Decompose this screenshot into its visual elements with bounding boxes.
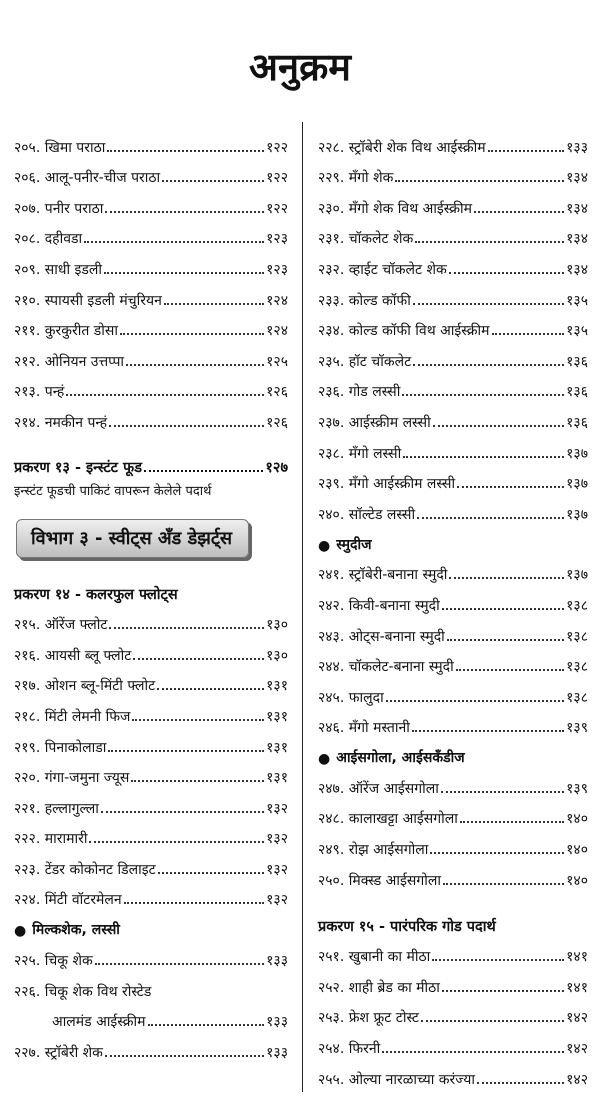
toc-entry (318, 279, 588, 310)
entry-page-number: १३७ (566, 567, 588, 584)
entry-page-number: १४१ (566, 949, 588, 966)
dot-leader (449, 272, 564, 274)
dot-leader (104, 272, 264, 274)
entry-label: २२२. मारामारी (14, 831, 88, 848)
subsection-heading (318, 737, 588, 767)
entry-label: २३९. मँगो आईस्क्रीम लस्सी (318, 476, 456, 493)
entry-page-number: १३१ (266, 708, 288, 725)
dot-leader (457, 486, 564, 488)
entry-label: २०५. खिमा पराठा (14, 139, 106, 156)
entry-page-number: १३७ (566, 445, 588, 462)
entry-page-number: १३४ (566, 261, 588, 278)
dot-leader (89, 841, 264, 843)
spacer (318, 890, 588, 904)
entry-label: २३७. आईस्क्रीम लस्सी (318, 414, 431, 431)
entry-page-number: १३१ (266, 678, 288, 695)
toc-entry (318, 463, 588, 494)
toc-entry (14, 848, 288, 879)
toc-entry (14, 218, 288, 249)
entry-page-number: १३८ (566, 597, 588, 614)
entry-label: २५४. फिरनी (318, 1041, 381, 1058)
toc-entry (318, 584, 588, 615)
entry-page-number: १३३ (266, 953, 288, 970)
entry-label: २२९. मँगो शेक (318, 170, 394, 187)
toc-entry (14, 310, 288, 341)
bullet-icon: ● (14, 923, 27, 940)
entry-label: २५०. मिक्स्ड आईसगोला (318, 872, 441, 889)
subsection-heading (14, 909, 288, 939)
entry-label: २१७. ओशन ब्लू-मिंटी फ्लोट (14, 678, 156, 695)
toc-entry (14, 970, 288, 1001)
entry-page-number: १३० (266, 647, 288, 664)
entry-label: २१८. मिंटी लेमनी फिज (14, 708, 131, 725)
entry-page-number: १४२ (566, 1041, 588, 1058)
entry-label: २३६. गोड लस्सी (318, 384, 401, 401)
dot-leader (415, 241, 564, 243)
toc-entry (14, 340, 288, 371)
entry-page-number: १३४ (566, 200, 588, 217)
subsection-heading (318, 524, 588, 554)
dot-leader (162, 180, 264, 182)
entry-label: २३५. हॉट चॉकलेट (318, 353, 412, 370)
toc-entry (14, 665, 288, 696)
dot-leader (120, 333, 264, 335)
entry-label: २१०. स्पायसी इडली मंचुरियन (14, 292, 162, 309)
entry-label: आलमंड आईस्क्रीम (52, 1014, 146, 1031)
entry-label: २३४. कोल्ड कॉफी विथ आईस्क्रीम (318, 323, 490, 340)
dot-leader (66, 394, 264, 396)
dot-leader (105, 211, 264, 213)
toc-entry (14, 1031, 288, 1062)
subsection-label: आईसगोला, आईसकँडीज (336, 750, 465, 767)
dot-leader (108, 750, 264, 752)
entry-label: २३१. चॉकलेट शेक (318, 231, 414, 248)
entry-page-number: १३६ (566, 384, 588, 401)
section-banner-wrap (14, 499, 288, 572)
toc-entry (318, 432, 588, 463)
dot-leader (492, 333, 565, 335)
dot-leader (132, 719, 264, 721)
dot-leader (447, 639, 564, 641)
dot-leader (386, 700, 564, 702)
entry-label: २०९. साधी इडली (14, 261, 102, 278)
entry-label: २४४. चॉकलेट-बनाना स्मुदी (318, 659, 454, 676)
entry-page-number: १३३ (266, 1044, 288, 1061)
toc-entry (318, 966, 588, 997)
toc-entry (14, 695, 288, 726)
entry-label: २१५. ऑरेंज फ्लोट (14, 617, 108, 634)
bullet-icon: ● (318, 537, 331, 554)
toc-entry (318, 126, 588, 157)
toc-entry (318, 646, 588, 677)
entry-label: २३३. कोल्ड कॉफी (318, 292, 411, 309)
entry-page-number: १३२ (266, 831, 288, 848)
toc-entry (14, 939, 288, 970)
dot-leader (460, 821, 564, 823)
entry-label: २४३. ओट्स-बनाना स्मुदी (318, 628, 445, 645)
toc-entry (318, 218, 588, 249)
entry-page-number: १२४ (266, 292, 288, 309)
entry-page-number: १४० (566, 872, 588, 889)
chapter-heading: प्रकरण १४ - कलरफुल फ्लोट्स (14, 586, 178, 603)
entry-label: २३२. व्हाईट चॉकलेट शेक (318, 261, 447, 278)
dot-leader (124, 902, 264, 904)
entry-page-number: १३८ (566, 628, 588, 645)
dot-leader (421, 1020, 564, 1022)
dot-leader (133, 658, 264, 660)
entry-page-number: १३५ (566, 323, 588, 340)
dot-leader (109, 425, 264, 427)
dot-leader (441, 791, 564, 793)
toc-entry (14, 879, 288, 910)
toc-entry (318, 707, 588, 738)
toc-entry (14, 818, 288, 849)
toc-entry (318, 1027, 588, 1058)
entry-label: २४१. स्ट्रॉबेरी-बनाना स्मुदी (318, 567, 448, 584)
dot-leader (382, 1051, 564, 1053)
entry-label: २३८. मँगो लस्सी (318, 445, 402, 462)
spacer (14, 432, 288, 446)
entry-page-number: १३३ (566, 139, 588, 156)
dot-leader (432, 959, 564, 961)
entry-label: २५२. शाही ब्रेड का मीठा (318, 979, 440, 996)
entry-label: २०८. दहीवडा (14, 231, 83, 248)
entry-page-number: १३८ (566, 659, 588, 676)
entry-label: २४८. कालाखट्टा आईसगोला (318, 811, 458, 828)
entry-label: २११. कुरकुरीत डोसा (14, 323, 118, 340)
toc-entry (318, 828, 588, 859)
dot-leader (413, 364, 564, 366)
toc-entry (14, 757, 288, 788)
toc-entry (14, 157, 288, 188)
entry-label: २०७. पनीर पराठा (14, 200, 104, 217)
entry-page-number: १२६ (266, 384, 288, 401)
dot-leader (126, 364, 264, 366)
toc-entry (14, 187, 288, 218)
bullet-icon: ● (318, 751, 331, 768)
entry-label: २४६. मँगो मस्तानी (318, 720, 410, 737)
dot-leader (105, 1055, 264, 1057)
column-divider (302, 122, 303, 1092)
entry-page-number: १३२ (266, 861, 288, 878)
dot-leader (477, 1082, 564, 1084)
toc-entry (14, 126, 288, 157)
entry-page-number: १४२ (566, 1010, 588, 1027)
entry-label: २५५. ओल्या नारळाच्या करंज्या (318, 1071, 476, 1088)
dot-leader (157, 688, 264, 690)
toc-entry (14, 1001, 288, 1032)
entry-page-number: १३१ (266, 739, 288, 756)
entry-page-number: १२३ (266, 261, 288, 278)
toc-entry (14, 604, 288, 635)
entry-label: २२८. स्ट्रॉबेरी शेक विथ आईस्क्रीम (318, 139, 486, 156)
dot-leader (403, 456, 564, 458)
dot-leader (433, 425, 564, 427)
entry-page-number: १३२ (266, 800, 288, 817)
entry-label: २२७. स्ट्रॉबेरी शेक (14, 1044, 103, 1061)
dot-leader (144, 470, 263, 472)
dot-leader (413, 303, 564, 305)
toc-entry (318, 401, 588, 432)
entry-label: प्रकरण १३ - इन्स्टंट फूड (14, 459, 142, 476)
entry-page-number: १४० (566, 811, 588, 828)
entry-page-number: १३९ (566, 720, 588, 737)
chapter-heading: प्रकरण १५ - पारंपरिक गोड पदार्थ (318, 918, 496, 935)
toc-entry (14, 401, 288, 432)
entry-page-number: १४० (566, 842, 588, 859)
subsection-label: स्मुदीज (336, 536, 372, 553)
dot-leader (488, 150, 565, 152)
dot-leader (107, 150, 264, 152)
toc-entry (14, 726, 288, 757)
dot-leader (148, 1024, 265, 1026)
entry-label: २१६. आयसी ब्लू फ्लोट (14, 647, 132, 664)
entry-label: २४२. किवी-बनाना स्मुदी (318, 597, 440, 614)
dot-leader (430, 852, 564, 854)
toc-entry (318, 187, 588, 218)
entry-label: २४५. फालुदा (318, 689, 384, 706)
entry-page-number: १३३ (266, 1014, 288, 1031)
entry-page-number: १२६ (266, 414, 288, 431)
toc-entry (318, 997, 588, 1028)
dot-leader (164, 303, 264, 305)
dot-leader (456, 669, 564, 671)
entry-page-number: १२७ (265, 459, 288, 476)
entry-label: २२४. मिंटी वॉटरमेलन (14, 892, 122, 909)
entry-label: २२१. हल्लागुल्ला (14, 800, 99, 817)
entry-label: २१४. नमकीन पन्हं (14, 414, 108, 431)
toc-entry (318, 248, 588, 279)
dot-leader (474, 211, 564, 213)
toc-right-column (318, 126, 588, 1089)
entry-page-number: १२२ (266, 200, 288, 217)
entry-page-number: १३१ (266, 770, 288, 787)
entry-label: २२६. चिकू शेक विथ रोस्टेड (14, 983, 152, 1000)
toc-entry (318, 340, 588, 371)
chapter-description: इन्स्टंट फूडची पाकिटं वापरून केलेले पदार्थ (14, 483, 212, 499)
dot-leader (395, 180, 564, 182)
entry-label: २१९. पिनाकोलाडा (14, 739, 107, 756)
toc-entry (14, 787, 288, 818)
dot-leader (449, 577, 564, 579)
entry-page-number: १३० (266, 617, 288, 634)
entry-page-number: १३४ (566, 231, 588, 248)
entry-label: २२०. गंगा-जमुना ज्यूस (14, 770, 130, 787)
entry-page-number: १३७ (566, 476, 588, 493)
entry-page-number: १४१ (566, 979, 588, 996)
entry-page-number: १३२ (266, 892, 288, 909)
entry-page-number: १३८ (566, 689, 588, 706)
dot-leader (442, 608, 564, 610)
entry-page-number: १२४ (266, 323, 288, 340)
page-title: अनुक्रम (248, 45, 352, 89)
toc-entry (318, 936, 588, 967)
entry-page-number: १२३ (266, 231, 288, 248)
toc-entry (318, 157, 588, 188)
entry-label: २१३. पन्हं (14, 384, 65, 401)
dot-leader (131, 780, 264, 782)
toc-entry (318, 798, 588, 829)
section-banner: विभाग ३ - स्वीट्स अँड डेझर्ट्स (16, 519, 249, 558)
entry-page-number: १२२ (266, 139, 288, 156)
toc-entry (318, 859, 588, 890)
toc-left-column (14, 126, 288, 1062)
entry-label: २०६. आलू-पनीर-चीज पराठा (14, 170, 161, 187)
toc-entry (318, 767, 588, 798)
entry-label: २४०. सॉल्टेड लस्सी (318, 506, 416, 523)
entry-page-number: १२५ (266, 353, 288, 370)
entry-label: २५१. खुबानी का मीठा (318, 949, 431, 966)
entry-label: २२५. चिकू शेक (14, 953, 93, 970)
dot-leader (109, 627, 264, 629)
dot-leader (101, 811, 264, 813)
dot-leader (442, 990, 564, 992)
toc-entry (318, 1058, 588, 1089)
dot-leader (158, 872, 264, 874)
entry-page-number: १४२ (566, 1071, 588, 1088)
toc-entry (318, 493, 588, 524)
toc-entry (14, 279, 288, 310)
entry-label: २१२. ओनियन उत्तप्पा (14, 353, 125, 370)
toc-entry (318, 310, 588, 341)
entry-page-number: १३५ (566, 292, 588, 309)
toc-entry (318, 676, 588, 707)
entry-page-number: १३९ (566, 780, 588, 797)
dot-leader (443, 883, 564, 885)
entry-label: २४९. रोझ आईसगोला (318, 842, 429, 859)
toc-entry (14, 634, 288, 665)
entry-page-number: १३४ (566, 170, 588, 187)
toc-entry (318, 371, 588, 402)
entry-label: २५३. फ्रेश फ्रूट टोस्ट (318, 1010, 419, 1027)
dot-leader (95, 963, 264, 965)
subsection-label: मिल्कशेक, लस्सी (32, 922, 120, 939)
entry-label: २४७. ऑरेंज आईसगोला (318, 780, 439, 797)
toc-entry (14, 371, 288, 402)
entry-page-number: १३६ (566, 353, 588, 370)
chapter-entry (14, 446, 288, 477)
dot-leader (417, 517, 564, 519)
toc-entry (318, 554, 588, 585)
entry-page-number: १२२ (266, 170, 288, 187)
entry-label: २२३. टेंडर कोकोनट डिलाइट (14, 861, 156, 878)
dot-leader (412, 730, 564, 732)
toc-entry (318, 615, 588, 646)
toc-entry (14, 248, 288, 279)
entry-label: २३०. मँगो शेक विथ आईस्क्रीम (318, 200, 472, 217)
dot-leader (402, 394, 564, 396)
entry-page-number: १३७ (566, 506, 588, 523)
dot-leader (84, 241, 264, 243)
entry-page-number: १३६ (566, 414, 588, 431)
